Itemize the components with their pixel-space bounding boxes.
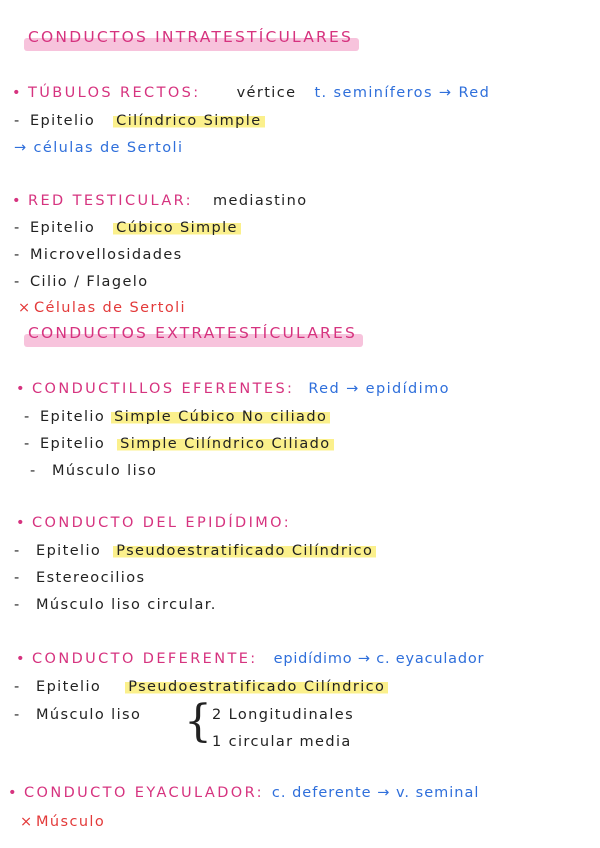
deferente-heading-line: • CONDUCTO DEFERENTE: epidídimo → c. eyaculador — [16, 651, 485, 667]
tubulos-note: → células de Sertoli — [14, 140, 184, 156]
conductillos-heading: CONDUCTILLOS EFERENTES: — [32, 381, 295, 397]
eyaculador-heading: CONDUCTO EYACULADOR: — [24, 785, 264, 801]
epididimo-epitelio-value: Pseudoestratificado Cilíndrico — [113, 543, 376, 559]
deferente-musculo-line-2: 1 circular media — [212, 734, 352, 750]
conductillos-route: Red → epidídimo — [308, 381, 450, 397]
deferente-epitelio-value: Pseudoestratificado Cilíndrico — [125, 679, 388, 695]
eyaculador-heading-line: • CONDUCTO EYACULADOR: c. deferente → v. seminal — [8, 785, 480, 801]
tubulos-epitelio-value: Cilíndrico Simple — [113, 113, 264, 129]
epididimo-item-estereocilios: - Estereocilios — [14, 570, 146, 586]
tubulos-epitelio: - Epitelio Cilíndrico Simple — [14, 110, 265, 132]
conductillos-item-musculo: - Músculo liso — [30, 463, 158, 479]
epididimo-heading: CONDUCTO DEL EPIDÍDIMO: — [32, 515, 291, 531]
red-epitelio: - Epitelio Cúbico Simple — [14, 217, 241, 239]
deferente-heading: CONDUCTO DEFERENTE: — [32, 651, 258, 667]
tubulos-location: vértice — [236, 85, 297, 101]
red-item-cilio: - Cilio / Flagelo — [14, 274, 149, 290]
deferente-route: epidídimo → c. eyaculador — [273, 651, 485, 667]
red-epitelio-value: Cúbico Simple — [113, 220, 241, 236]
brace-icon: { — [184, 696, 212, 747]
red-item-microvellosidades: - Microvellosidades — [14, 247, 183, 263]
conductillos-epitelio-1: - Epitelio Simple Cúbico No ciliado — [24, 406, 330, 428]
conductillos-heading-line: • CONDUCTILLOS EFERENTES: Red → epidídimo — [16, 381, 450, 397]
tubulos-heading-line: • TÚBULOS RECTOS: vértice t. seminíferos → Red — [12, 85, 491, 101]
red-heading-line: • RED TESTICULAR: mediastino — [12, 193, 308, 209]
tubulos-route: t. seminíferos → Red — [314, 85, 491, 101]
red-note: × Células de Sertoli — [18, 300, 186, 316]
eyaculador-note: × Músculo — [20, 814, 106, 830]
conductillos-epitelio-2: - Epitelio Simple Cilíndrico Ciliado — [24, 433, 334, 455]
epididimo-heading-line: • CONDUCTO DEL EPIDÍDIMO: — [16, 515, 291, 531]
title-intratesticulares: CONDUCTOS INTRATESTÍCULARES — [24, 28, 359, 46]
tubulos-heading: TÚBULOS RECTOS: — [28, 85, 201, 101]
deferente-musculo-line-1: 2 Longitudinales — [212, 707, 355, 723]
deferente-musculo: - Músculo liso — [14, 707, 142, 723]
deferente-epitelio: - Epitelio Pseudoestratificado Cilíndrico — [14, 676, 388, 698]
red-heading: RED TESTICULAR: — [28, 193, 193, 209]
red-location: mediastino — [212, 193, 308, 209]
epididimo-item-musculo: - Músculo liso circular. — [14, 597, 217, 613]
epididimo-epitelio: - Epitelio Pseudoestratificado Cilíndrico — [14, 540, 376, 562]
title-extratesticulares: CONDUCTOS EXTRATESTÍCULARES — [24, 324, 363, 342]
conductillos-epitelio-2-value: Simple Cilíndrico Ciliado — [117, 436, 333, 452]
conductillos-epitelio-1-value: Simple Cúbico No ciliado — [111, 409, 330, 425]
eyaculador-route: c. deferente → v. seminal — [271, 785, 480, 801]
